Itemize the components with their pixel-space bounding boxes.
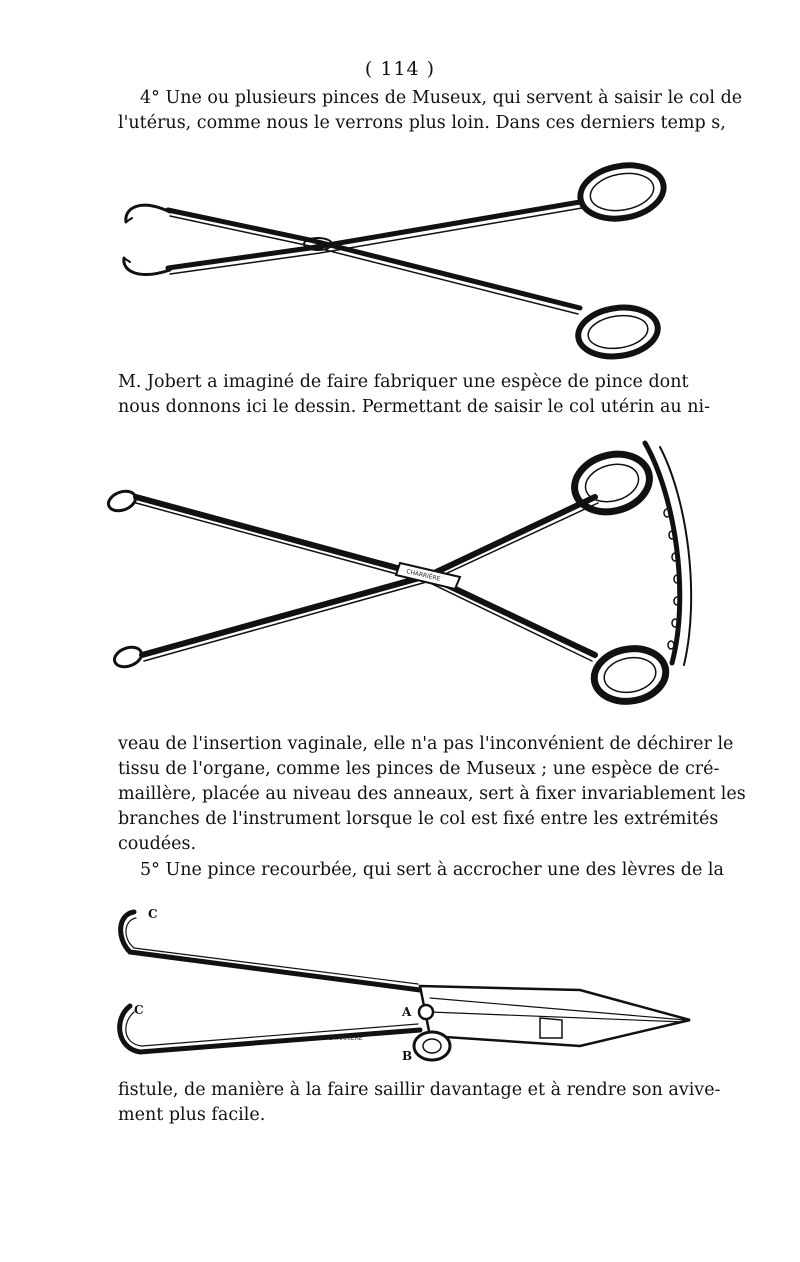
text-line: 4° Une ou plusieurs pinces de Museux, qui servent à saisir le col de [140, 88, 743, 108]
text-line: fistule, de manière à la faire saillir davantage et à rendre son avive- [118, 1080, 721, 1100]
paragraph-pince-recourbee [118, 858, 724, 883]
maker-stamp: CHARRIÈRE [328, 1035, 363, 1042]
paragraph-museux [118, 86, 743, 136]
label-c-bottom: C [134, 1003, 144, 1017]
text-line: l'utérus, comme nous le verrons plus loin. Dans ces derniers temp s, [118, 113, 726, 133]
text-line: M. Jobert a imaginé de faire fabriquer une espèce de pince dont [118, 372, 689, 392]
label-a: A [402, 1005, 412, 1019]
text-line: ment plus facile. [118, 1105, 266, 1125]
paragraph-fistule [118, 1078, 721, 1128]
text-line: veau de l'insertion vaginale, elle n'a pas l'inconvénient de déchirer le [118, 734, 734, 754]
text-line: tissu de l'organe, comme les pinces de Museux ; une espèce de cré- [118, 759, 720, 779]
text-line: coudées. [118, 834, 197, 854]
text-line: branches de l'instrument lorsque le col est fixé entre les extrémités [118, 809, 719, 829]
paragraph-jobert [118, 370, 711, 420]
text-line: 5° Une pince recourbée, qui sert à accrocher une des lèvres de la [140, 860, 724, 880]
jobert-forceps-illustration [100, 435, 700, 720]
curved-forceps-illustration [100, 898, 700, 1068]
label-b: B [402, 1049, 413, 1063]
text-line: maillère, placée au niveau des anneaux, sert à fixer invariablement les [118, 784, 746, 804]
maker-stamp: CHARRIÈRE [405, 568, 441, 583]
label-c-top: C [148, 907, 158, 921]
paragraph-insertion [118, 732, 746, 857]
page-number: ( 114 ) [364, 58, 436, 80]
museux-forceps-illustration [110, 150, 680, 365]
text-line: nous donnons ici le dessin. Permettant de saisir le col utérin au ni- [118, 397, 711, 417]
